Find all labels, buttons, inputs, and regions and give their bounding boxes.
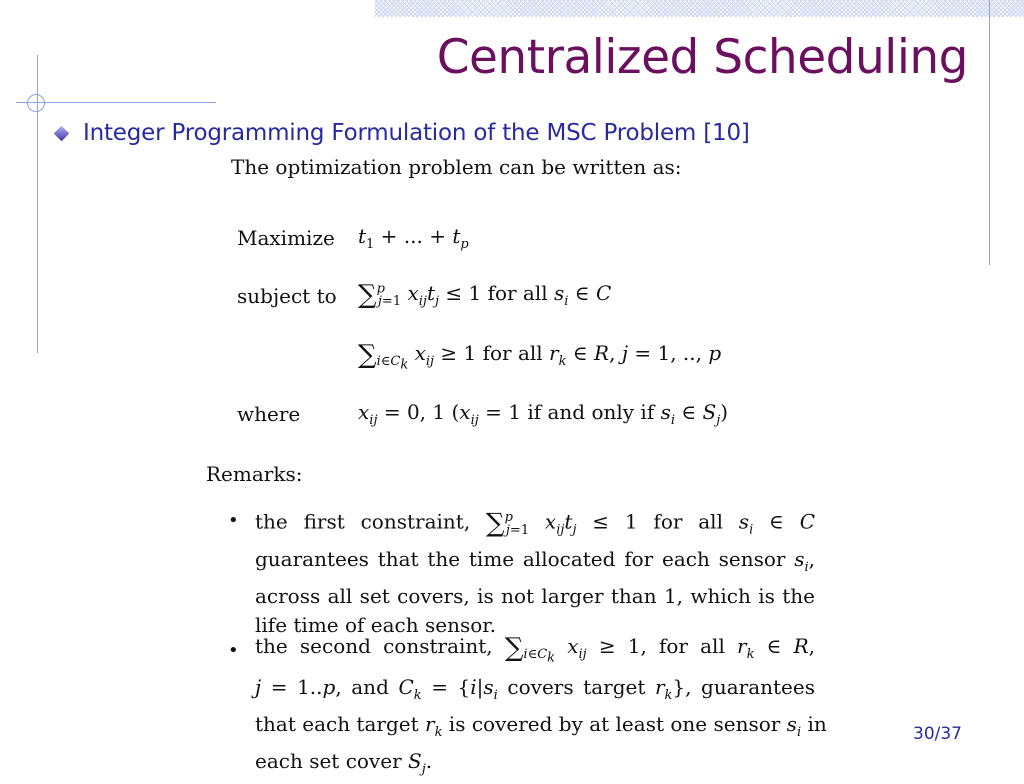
remark-bullet-icon: •: [228, 510, 239, 531]
remark-1-line-2: guarantees that the time allocated for each sensor $s_i$,: [255, 546, 815, 575]
where-expression: $x_{ij} = 0$, 1 ($x_{ij} = 1$ if and only if $s_i$ ∈ $S_j$): [358, 400, 729, 428]
diamond-bullet-icon: [54, 125, 70, 141]
remark-1-line-1: the first constraint, ∑$^p_{j=1}$ $x_{ij}t_j \le 1$ for all $s_i$ ∈ C: [255, 508, 815, 539]
maximize-label: Maximize: [237, 226, 335, 250]
maximize-expression: $t_1$ + ... + $t_p$: [358, 224, 469, 252]
top-dither-band: [375, 0, 1024, 17]
crosshair-circle-decoration: [27, 94, 45, 112]
remark-2-line-3: that each target $r_k$ is covered by at least one sensor $s_i$ in: [255, 711, 827, 740]
page-number: 30/37: [913, 724, 962, 744]
remark-1-line-4: life time of each sensor.: [255, 612, 496, 637]
where-label: where: [237, 402, 301, 426]
remark-bullet-icon: •: [228, 640, 239, 661]
bullet-text: Integer Programming Formulation of the MSC Problem [10]: [83, 120, 750, 146]
remark-2-line-1: the second constraint, $\sum_{i\in C_k}$ $x_{ij} \ge 1$, for all $r_k$ ∈ R,: [255, 633, 815, 666]
remark-2-line-2: j = 1..p, and $C_k = \{i|s_i$ covers target $r_k$}, guarantees: [255, 674, 815, 703]
constraint-2: $\sum_{i\in C_k}$ $x_{ij} \ge 1$ for all $r_k$ ∈ R, j = 1, .., p: [358, 340, 722, 373]
left-horizontal-rule: [16, 102, 216, 103]
slide-title: Centralized Scheduling: [436, 30, 968, 85]
paper-intro: The optimization problem can be written as:: [231, 155, 682, 179]
remarks-heading: Remarks:: [206, 462, 303, 486]
main-bullet: [56, 120, 750, 146]
remark-2: [255, 632, 827, 784]
remark-1-line-3: across all set covers, is not larger than 1, which is the: [255, 583, 815, 608]
constraint-1: ∑$^p_{j=1}$ $x_{ij}t_j \le 1$ for all $s_i$ ∈ C: [358, 280, 612, 310]
right-vertical-rule: [989, 0, 990, 265]
remark-2-line-4: each set cover $S_j$.: [255, 748, 433, 777]
subject-to-label: subject to: [237, 284, 337, 308]
remark-1: [255, 503, 815, 640]
